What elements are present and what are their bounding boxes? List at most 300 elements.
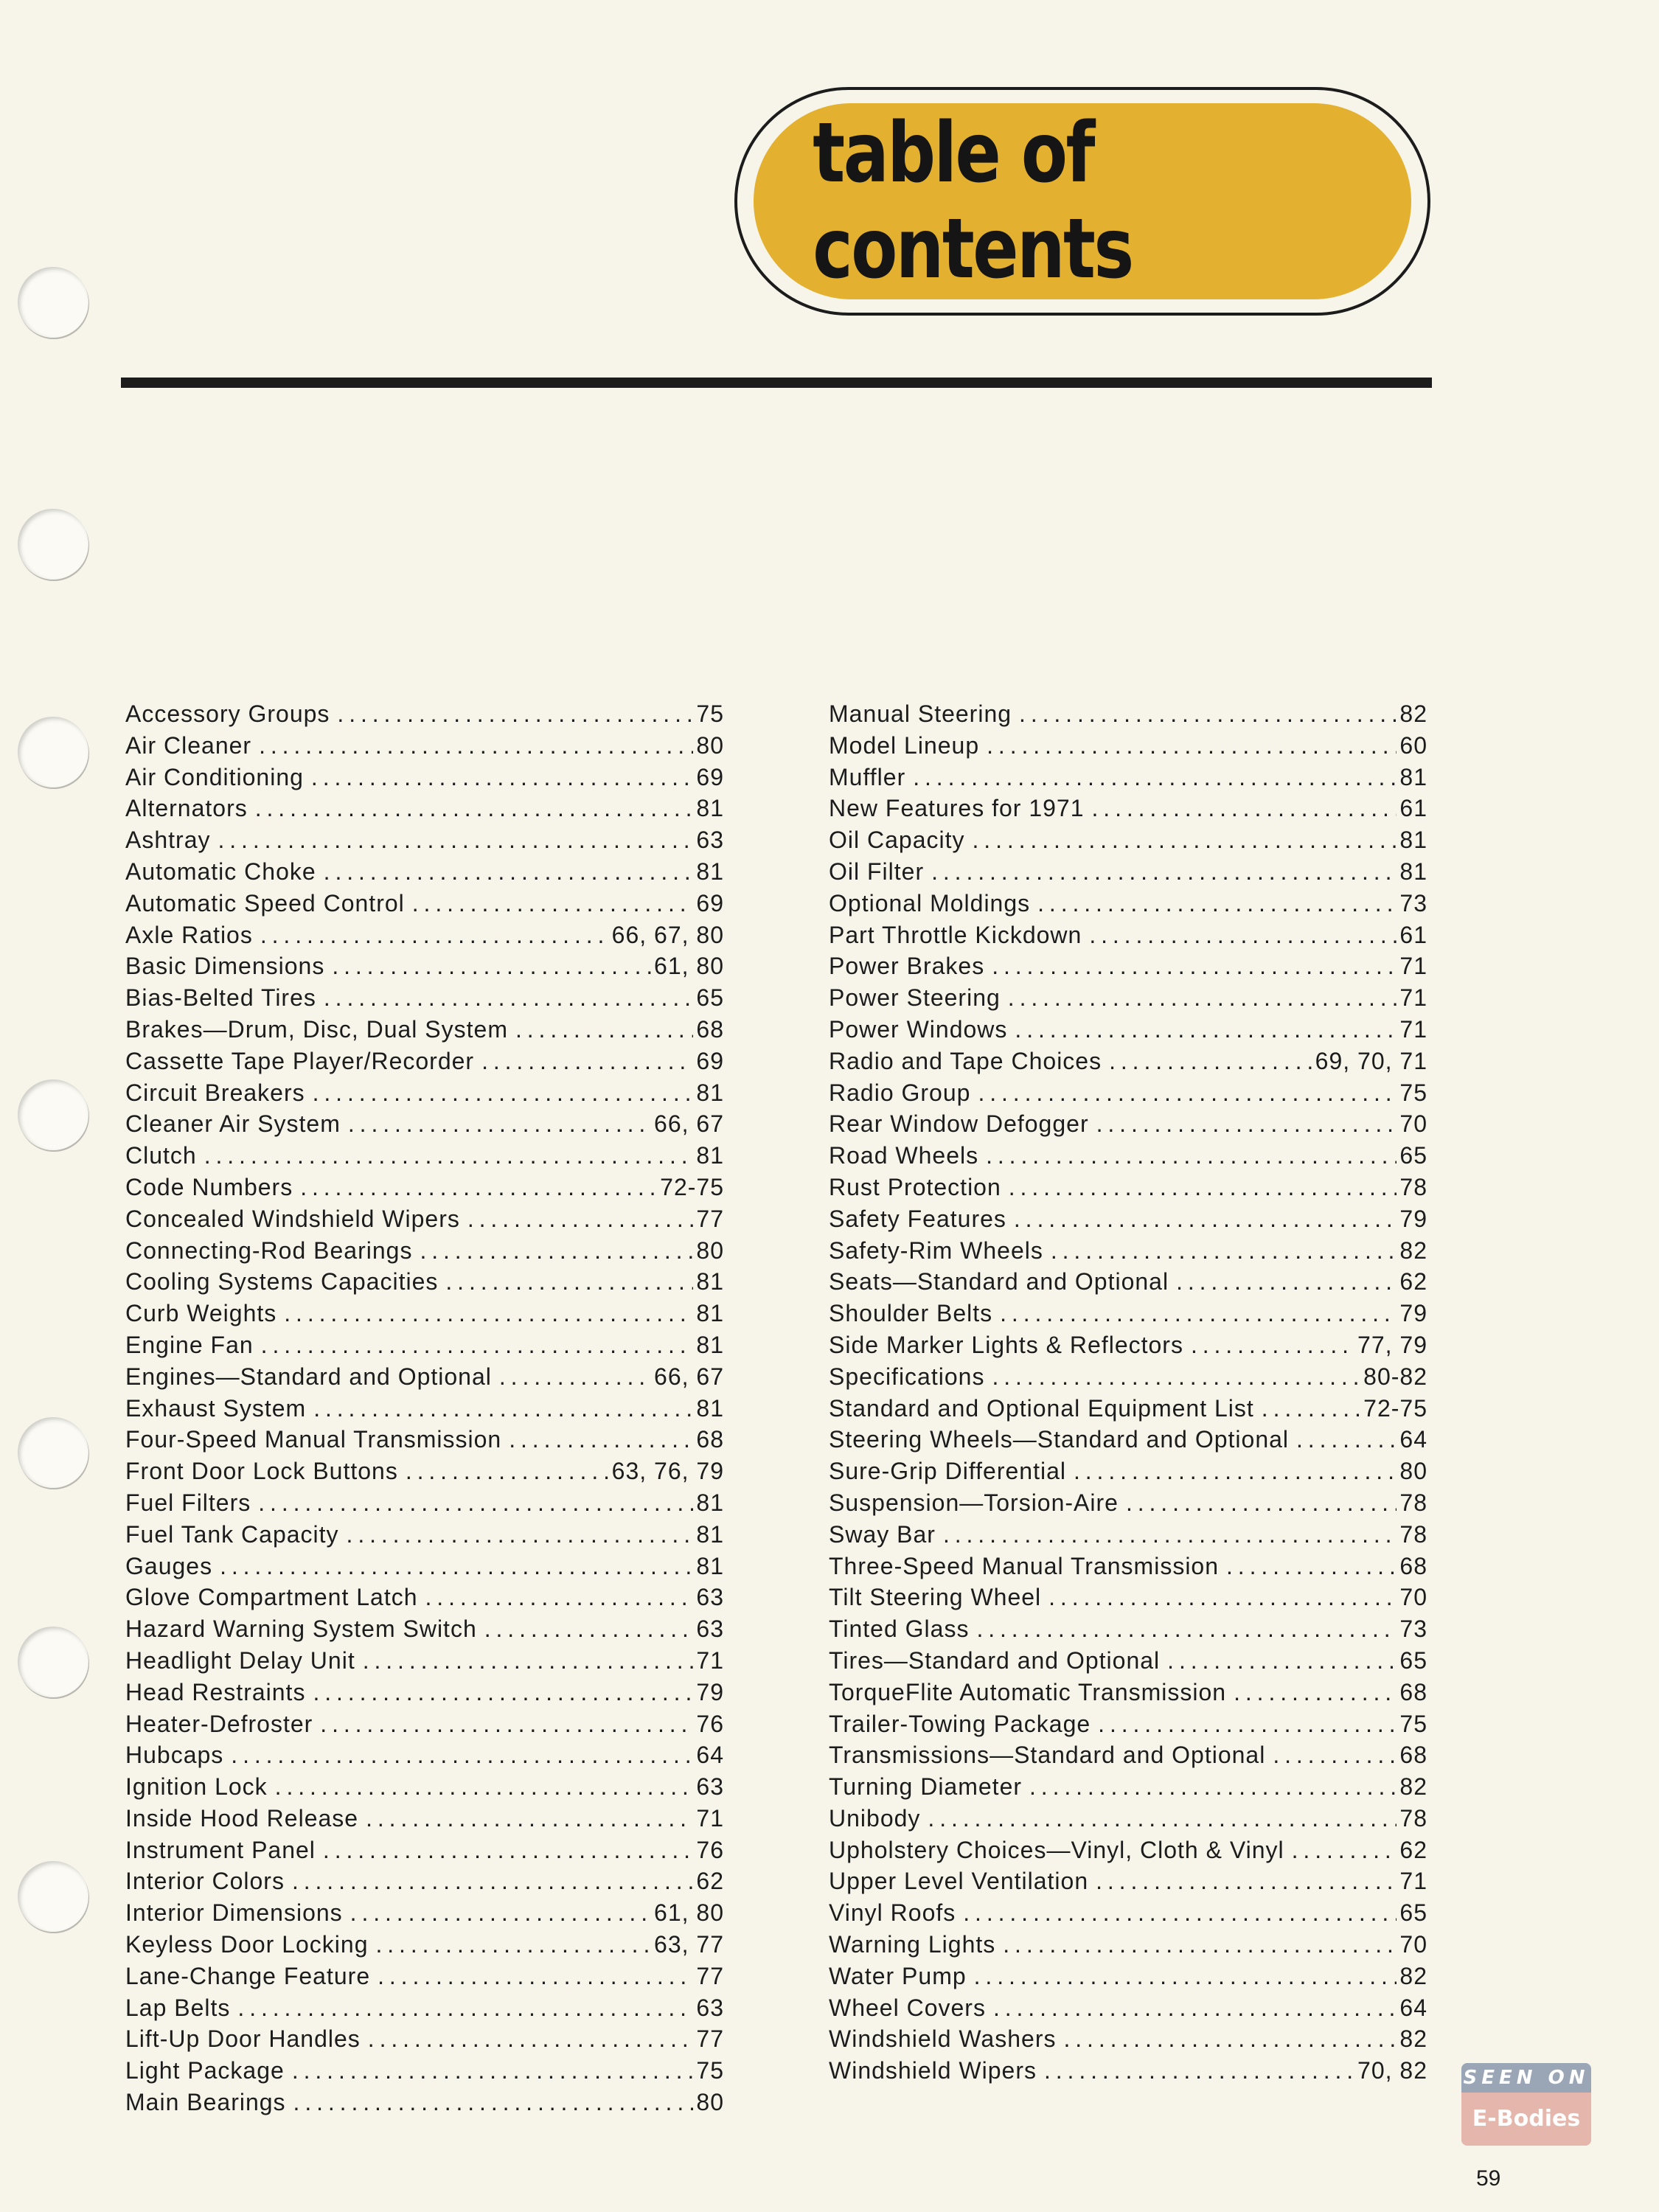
index-term: Brakes—Drum, Disc, Dual System bbox=[125, 1015, 508, 1043]
index-pages: 75 bbox=[696, 2057, 724, 2084]
index-entry bbox=[125, 1805, 724, 1837]
index-term: Bias-Belted Tires bbox=[125, 984, 316, 1012]
index-term: Cassette Tape Player/Recorder bbox=[125, 1047, 475, 1074]
index-entry bbox=[125, 795, 724, 827]
dot-leader bbox=[1000, 1300, 1397, 1327]
dot-leader bbox=[987, 732, 1397, 759]
index-pages: 78 bbox=[1399, 1520, 1427, 1548]
index-pages: 65 bbox=[1399, 1142, 1427, 1169]
index-term: Ignition Lock bbox=[125, 1773, 268, 1801]
index-term: Tinted Glass bbox=[829, 1615, 970, 1643]
dot-leader bbox=[347, 1521, 694, 1548]
dot-leader bbox=[913, 764, 1397, 791]
index-entry bbox=[125, 1584, 724, 1615]
watermark-bottom-text: E-Bodies bbox=[1461, 2093, 1591, 2146]
index-term: Steering Wheels—Standard and Optional bbox=[829, 1426, 1290, 1453]
dot-leader bbox=[1262, 1395, 1360, 1422]
index-entry bbox=[829, 922, 1427, 953]
dot-leader bbox=[1044, 2057, 1354, 2084]
dot-leader bbox=[1176, 1268, 1397, 1295]
index-term: Trailer-Towing Package bbox=[829, 1710, 1091, 1737]
index-entry bbox=[125, 1742, 724, 1773]
dot-leader bbox=[992, 1363, 1360, 1391]
index-entry bbox=[125, 1332, 724, 1363]
index-column-left bbox=[125, 700, 724, 2121]
index-pages: 75 bbox=[1399, 1079, 1427, 1106]
dot-leader bbox=[1226, 1553, 1397, 1580]
index-entry bbox=[125, 827, 724, 858]
index-pages: 69 bbox=[696, 889, 724, 917]
dot-leader bbox=[484, 1615, 694, 1643]
dot-leader bbox=[406, 1458, 609, 1485]
dot-leader bbox=[467, 1206, 694, 1233]
index-pages: 78 bbox=[1399, 1804, 1427, 1832]
index-term: Oil Filter bbox=[829, 858, 925, 885]
index-entry bbox=[829, 1584, 1427, 1615]
index-entry bbox=[829, 827, 1427, 858]
index-term: Radio and Tape Choices bbox=[829, 1047, 1102, 1074]
index-entry bbox=[125, 953, 724, 984]
index-pages: 70 bbox=[1399, 1931, 1427, 1958]
dot-leader bbox=[1273, 1742, 1397, 1769]
index-entry bbox=[829, 1332, 1427, 1363]
binder-hole bbox=[18, 717, 88, 787]
index-pages: 79 bbox=[1399, 1205, 1427, 1232]
index-entry bbox=[125, 1016, 724, 1048]
index-entry bbox=[125, 1426, 724, 1458]
dot-leader bbox=[323, 1837, 694, 1864]
index-entry bbox=[829, 1994, 1427, 2026]
index-entry bbox=[829, 858, 1427, 890]
dot-leader bbox=[1167, 1647, 1397, 1674]
index-pages: 69, 70, 71 bbox=[1315, 1047, 1427, 1074]
index-pages: 68 bbox=[1399, 1678, 1427, 1705]
dot-leader bbox=[231, 1742, 693, 1769]
index-entry bbox=[829, 1899, 1427, 1931]
index-entry bbox=[829, 1931, 1427, 1963]
index-pages: 79 bbox=[1399, 1300, 1427, 1327]
dot-leader bbox=[412, 890, 694, 917]
index-entry bbox=[125, 1237, 724, 1269]
index-entry bbox=[125, 732, 724, 764]
index-pages: 60 bbox=[1399, 731, 1427, 759]
dot-leader bbox=[368, 2025, 694, 2053]
index-pages: 70 bbox=[1399, 1584, 1427, 1611]
index-term: Heater-Defroster bbox=[125, 1710, 313, 1737]
index-pages: 80 bbox=[696, 1237, 724, 1264]
index-pages: 81 bbox=[696, 1300, 724, 1327]
index-pages: 73 bbox=[1399, 889, 1427, 917]
index-entry bbox=[829, 1079, 1427, 1111]
index-entry bbox=[829, 1773, 1427, 1805]
index-entry bbox=[125, 1142, 724, 1174]
index-pages: 72-75 bbox=[1363, 1394, 1427, 1422]
index-entry bbox=[829, 1647, 1427, 1679]
dot-leader bbox=[375, 1931, 651, 1958]
dot-leader bbox=[255, 795, 694, 822]
index-pages: 82 bbox=[1399, 700, 1427, 727]
index-pages: 81 bbox=[696, 1142, 724, 1169]
index-term: Oil Capacity bbox=[829, 827, 965, 854]
index-term: Cleaner Air System bbox=[125, 1110, 341, 1138]
index-entry bbox=[829, 1174, 1427, 1206]
index-pages: 81 bbox=[696, 795, 724, 822]
dot-leader bbox=[973, 827, 1397, 854]
index-term: Gauges bbox=[125, 1552, 213, 1579]
dot-leader bbox=[1296, 1426, 1397, 1453]
index-pages: 81 bbox=[1399, 827, 1427, 854]
index-entry bbox=[125, 890, 724, 922]
dot-leader bbox=[324, 984, 694, 1012]
index-pages: 63 bbox=[696, 1584, 724, 1611]
index-pages: 81 bbox=[696, 858, 724, 885]
index-entry bbox=[125, 1773, 724, 1805]
index-entry bbox=[125, 700, 724, 732]
dot-leader bbox=[363, 1647, 694, 1674]
index-term: Transmissions—Standard and Optional bbox=[829, 1742, 1266, 1769]
index-entry bbox=[125, 1079, 724, 1111]
dot-leader bbox=[204, 1142, 694, 1169]
index-entry bbox=[125, 2089, 724, 2121]
index-pages: 68 bbox=[696, 1426, 724, 1453]
dot-leader bbox=[1048, 1584, 1397, 1611]
dot-leader bbox=[1292, 1837, 1397, 1864]
watermark-logo bbox=[1461, 2063, 1591, 2146]
index-term: Engine Fan bbox=[125, 1331, 254, 1358]
index-pages: 81 bbox=[696, 1331, 724, 1358]
index-pages: 62 bbox=[1399, 1836, 1427, 1863]
dot-leader bbox=[261, 1332, 694, 1359]
index-entry bbox=[829, 1489, 1427, 1521]
binder-hole bbox=[18, 1079, 88, 1150]
index-entry bbox=[829, 1142, 1427, 1174]
index-term: Model Lineup bbox=[829, 731, 980, 759]
index-entry bbox=[125, 1994, 724, 2026]
index-term: Seats—Standard and Optional bbox=[829, 1268, 1169, 1295]
index-pages: 81 bbox=[696, 1520, 724, 1548]
index-entry bbox=[125, 922, 724, 953]
binder-hole bbox=[18, 1627, 88, 1697]
dot-leader bbox=[1234, 1679, 1397, 1706]
dot-leader bbox=[481, 1048, 693, 1075]
index-term: Connecting-Rod Bearings bbox=[125, 1237, 413, 1264]
index-term: Power Steering bbox=[829, 984, 1001, 1012]
index-entry bbox=[829, 1805, 1427, 1837]
index-pages: 64 bbox=[696, 1742, 724, 1769]
index-term: Basic Dimensions bbox=[125, 953, 325, 980]
index-term: Inside Hood Release bbox=[125, 1804, 359, 1832]
dot-leader bbox=[1191, 1332, 1354, 1359]
index-entry bbox=[829, 1963, 1427, 1994]
index-entry bbox=[829, 1268, 1427, 1300]
index-entry bbox=[829, 1837, 1427, 1868]
index-pages: 81 bbox=[1399, 858, 1427, 885]
index-entry bbox=[829, 890, 1427, 922]
index-entry bbox=[125, 764, 724, 796]
dot-leader bbox=[1051, 1237, 1397, 1265]
index-term: Water Pump bbox=[829, 1962, 967, 1989]
index-term: Safety-Rim Wheels bbox=[829, 1237, 1043, 1264]
dot-leader bbox=[499, 1363, 651, 1391]
dot-leader bbox=[292, 2057, 694, 2084]
index-pages: 77 bbox=[696, 1205, 724, 1232]
index-pages: 76 bbox=[696, 1710, 724, 1737]
index-term: Fuel Tank Capacity bbox=[125, 1520, 339, 1548]
index-entry bbox=[829, 1363, 1427, 1395]
index-pages: 72-75 bbox=[660, 1173, 724, 1200]
dot-leader bbox=[313, 1679, 693, 1706]
index-term: Ashtray bbox=[125, 827, 211, 854]
index-term: Curb Weights bbox=[125, 1300, 277, 1327]
index-entry bbox=[829, 1237, 1427, 1269]
dot-leader bbox=[258, 1489, 693, 1517]
dot-leader bbox=[992, 953, 1397, 980]
index-pages: 80 bbox=[1399, 1458, 1427, 1485]
index-pages: 63, 77 bbox=[654, 1931, 724, 1958]
index-term: Lane-Change Feature bbox=[125, 1962, 371, 1989]
index-term: Instrument Panel bbox=[125, 1836, 316, 1863]
dot-leader bbox=[515, 1016, 693, 1043]
index-term: Air Cleaner bbox=[125, 731, 252, 759]
index-entry bbox=[829, 984, 1427, 1016]
dot-leader bbox=[1089, 922, 1397, 949]
index-pages: 63, 76, 79 bbox=[611, 1458, 724, 1485]
binder-hole bbox=[18, 267, 88, 338]
index-term: Axle Ratios bbox=[125, 921, 253, 948]
index-pages: 63 bbox=[696, 827, 724, 854]
index-term: Radio Group bbox=[829, 1079, 971, 1106]
index-pages: 64 bbox=[1399, 1426, 1427, 1453]
index-entry bbox=[125, 1110, 724, 1142]
index-entry bbox=[125, 1174, 724, 1206]
index-term: New Features for 1971 bbox=[829, 795, 1085, 822]
index-entry bbox=[829, 1521, 1427, 1553]
dot-leader bbox=[332, 953, 651, 980]
index-pages: 63 bbox=[696, 1773, 724, 1801]
dot-leader bbox=[1074, 1458, 1397, 1485]
dot-leader bbox=[313, 1395, 693, 1422]
index-term: Glove Compartment Latch bbox=[125, 1584, 418, 1611]
dot-leader bbox=[1019, 700, 1397, 728]
index-pages: 62 bbox=[696, 1868, 724, 1895]
dot-leader bbox=[320, 1711, 693, 1738]
index-pages: 81 bbox=[696, 1489, 724, 1516]
index-term: Keyless Door Locking bbox=[125, 1931, 369, 1958]
index-pages: 78 bbox=[1399, 1173, 1427, 1200]
dot-leader bbox=[1092, 795, 1397, 822]
dot-leader bbox=[1126, 1489, 1397, 1517]
index-pages: 81 bbox=[1399, 763, 1427, 790]
index-term: Three-Speed Manual Transmission bbox=[829, 1552, 1220, 1579]
title-pill bbox=[754, 103, 1411, 299]
index-entry bbox=[829, 1016, 1427, 1048]
index-pages: 81 bbox=[696, 1268, 724, 1295]
dot-leader bbox=[1037, 890, 1397, 917]
index-entry bbox=[829, 1395, 1427, 1427]
index-pages: 71 bbox=[1399, 984, 1427, 1012]
index-entry bbox=[829, 1711, 1427, 1742]
index-term: Front Door Lock Buttons bbox=[125, 1458, 398, 1485]
index-term: Engines—Standard and Optional bbox=[125, 1363, 492, 1390]
index-term: Unibody bbox=[829, 1804, 921, 1832]
index-entry bbox=[829, 2057, 1427, 2089]
index-entry bbox=[829, 1679, 1427, 1711]
index-pages: 69 bbox=[696, 763, 724, 790]
dot-leader bbox=[366, 1805, 693, 1832]
dot-leader bbox=[293, 2089, 694, 2116]
index-term: Power Brakes bbox=[829, 953, 985, 980]
index-pages: 61 bbox=[1399, 795, 1427, 822]
index-pages: 82 bbox=[1399, 2025, 1427, 2053]
watermark-top-text: SEEN ON bbox=[1461, 2063, 1591, 2093]
index-term: Concealed Windshield Wipers bbox=[125, 1205, 460, 1232]
dot-leader bbox=[275, 1773, 694, 1801]
index-term: Exhaust System bbox=[125, 1394, 307, 1422]
index-term: Headlight Delay Unit bbox=[125, 1646, 355, 1674]
dot-leader bbox=[350, 1899, 651, 1927]
index-pages: 75 bbox=[1399, 1710, 1427, 1737]
index-term: Fuel Filters bbox=[125, 1489, 251, 1516]
index-pages: 81 bbox=[696, 1394, 724, 1422]
index-entry bbox=[125, 1837, 724, 1868]
dot-leader bbox=[1096, 1868, 1397, 1895]
index-pages: 68 bbox=[1399, 1742, 1427, 1769]
index-pages: 66, 67 bbox=[654, 1363, 724, 1390]
dot-leader bbox=[260, 922, 609, 949]
header-rule bbox=[121, 378, 1432, 388]
index-entry bbox=[125, 1363, 724, 1395]
index-pages: 71 bbox=[1399, 1015, 1427, 1043]
index-pages: 66, 67 bbox=[654, 1110, 724, 1138]
dot-leader bbox=[1029, 1773, 1397, 1801]
index-pages: 71 bbox=[696, 1804, 724, 1832]
dot-leader bbox=[974, 1963, 1397, 1990]
index-term: Four-Speed Manual Transmission bbox=[125, 1426, 502, 1453]
index-term: Rear Window Defogger bbox=[829, 1110, 1089, 1138]
index-pages: 65 bbox=[1399, 1899, 1427, 1927]
dot-leader bbox=[445, 1268, 693, 1295]
index-entry bbox=[829, 795, 1427, 827]
index-pages: 61, 80 bbox=[654, 1899, 724, 1927]
index-term: Standard and Optional Equipment List bbox=[829, 1394, 1254, 1422]
index-term: Interior Colors bbox=[125, 1868, 285, 1895]
index-pages: 77 bbox=[696, 2025, 724, 2053]
index-term: Side Marker Lights & Reflectors bbox=[829, 1331, 1183, 1358]
index-pages: 71 bbox=[1399, 953, 1427, 980]
index-term: Tires—Standard and Optional bbox=[829, 1646, 1161, 1674]
dot-leader bbox=[976, 1615, 1397, 1643]
dot-leader bbox=[425, 1584, 694, 1611]
index-pages: 68 bbox=[1399, 1552, 1427, 1579]
index-term: Muffler bbox=[829, 763, 906, 790]
index-term: Manual Steering bbox=[829, 700, 1012, 727]
index-term: Automatic Speed Control bbox=[125, 889, 405, 917]
index-pages: 82 bbox=[1399, 1237, 1427, 1264]
index-entry bbox=[125, 1899, 724, 1931]
dot-leader bbox=[1014, 1206, 1397, 1233]
dot-leader bbox=[324, 858, 694, 886]
index-entry bbox=[125, 2057, 724, 2089]
dot-leader bbox=[978, 1079, 1397, 1107]
index-entry bbox=[125, 984, 724, 1016]
index-term: Accessory Groups bbox=[125, 700, 330, 727]
index-entry bbox=[125, 1300, 724, 1332]
index-term: Cooling Systems Capacities bbox=[125, 1268, 439, 1295]
index-term: Part Throttle Kickdown bbox=[829, 921, 1082, 948]
dot-leader bbox=[1015, 1016, 1397, 1043]
index-pages: 63 bbox=[696, 1615, 724, 1643]
index-entry bbox=[829, 1458, 1427, 1489]
index-entry bbox=[829, 1048, 1427, 1079]
index-pages: 76 bbox=[696, 1836, 724, 1863]
index-term: Alternators bbox=[125, 795, 248, 822]
dot-leader bbox=[337, 700, 693, 728]
dot-leader bbox=[1009, 1174, 1397, 1201]
index-entry bbox=[829, 1615, 1427, 1647]
dot-leader bbox=[420, 1237, 693, 1265]
index-entry bbox=[829, 1110, 1427, 1142]
index-term: Warning Lights bbox=[829, 1931, 996, 1958]
index-pages: 70, 82 bbox=[1357, 2057, 1427, 2084]
dot-leader bbox=[963, 1899, 1397, 1927]
dot-leader bbox=[313, 1079, 694, 1107]
index-term: Upholstery Choices—Vinyl, Cloth & Vinyl bbox=[829, 1836, 1284, 1863]
index-entry bbox=[125, 1615, 724, 1647]
index-pages: 63 bbox=[696, 1994, 724, 2021]
index-pages: 70 bbox=[1399, 1110, 1427, 1138]
index-term: Lift-Up Door Handles bbox=[125, 2025, 361, 2053]
dot-leader bbox=[259, 732, 693, 759]
index-entry bbox=[125, 1268, 724, 1300]
index-entry bbox=[829, 953, 1427, 984]
index-pages: 73 bbox=[1399, 1615, 1427, 1643]
binder-hole bbox=[18, 1861, 88, 1932]
index-entry bbox=[829, 732, 1427, 764]
index-pages: 61, 80 bbox=[654, 953, 724, 980]
index-term: Interior Dimensions bbox=[125, 1899, 343, 1927]
index-term: Power Windows bbox=[829, 1015, 1008, 1043]
dot-leader bbox=[220, 1553, 693, 1580]
index-pages: 71 bbox=[1399, 1868, 1427, 1895]
index-entry bbox=[829, 1868, 1427, 1899]
dot-leader bbox=[1096, 1110, 1397, 1138]
index-pages: 81 bbox=[696, 1079, 724, 1106]
dot-leader bbox=[1109, 1048, 1312, 1075]
dot-leader bbox=[986, 1142, 1397, 1169]
index-term: Sway Bar bbox=[829, 1520, 936, 1548]
index-pages: 64 bbox=[1399, 1994, 1427, 2021]
index-entry bbox=[125, 858, 724, 890]
index-entry bbox=[125, 1553, 724, 1585]
index-term: Safety Features bbox=[829, 1205, 1006, 1232]
index-term: Automatic Choke bbox=[125, 858, 316, 885]
index-term: Main Bearings bbox=[125, 2089, 286, 2116]
index-pages: 69 bbox=[696, 1047, 724, 1074]
dot-leader bbox=[928, 1805, 1397, 1832]
index-column-right bbox=[829, 700, 1427, 2089]
index-term: Tilt Steering Wheel bbox=[829, 1584, 1042, 1611]
dot-leader bbox=[292, 1868, 693, 1895]
index-pages: 77 bbox=[696, 1962, 724, 1989]
page-number: 59 bbox=[1476, 2166, 1501, 2191]
index-term: Air Conditioning bbox=[125, 763, 304, 790]
index-pages: 82 bbox=[1399, 1773, 1427, 1801]
index-term: Clutch bbox=[125, 1142, 197, 1169]
index-pages: 71 bbox=[696, 1646, 724, 1674]
index-pages: 79 bbox=[696, 1678, 724, 1705]
index-pages: 80-82 bbox=[1363, 1363, 1427, 1390]
index-pages: 78 bbox=[1399, 1489, 1427, 1516]
